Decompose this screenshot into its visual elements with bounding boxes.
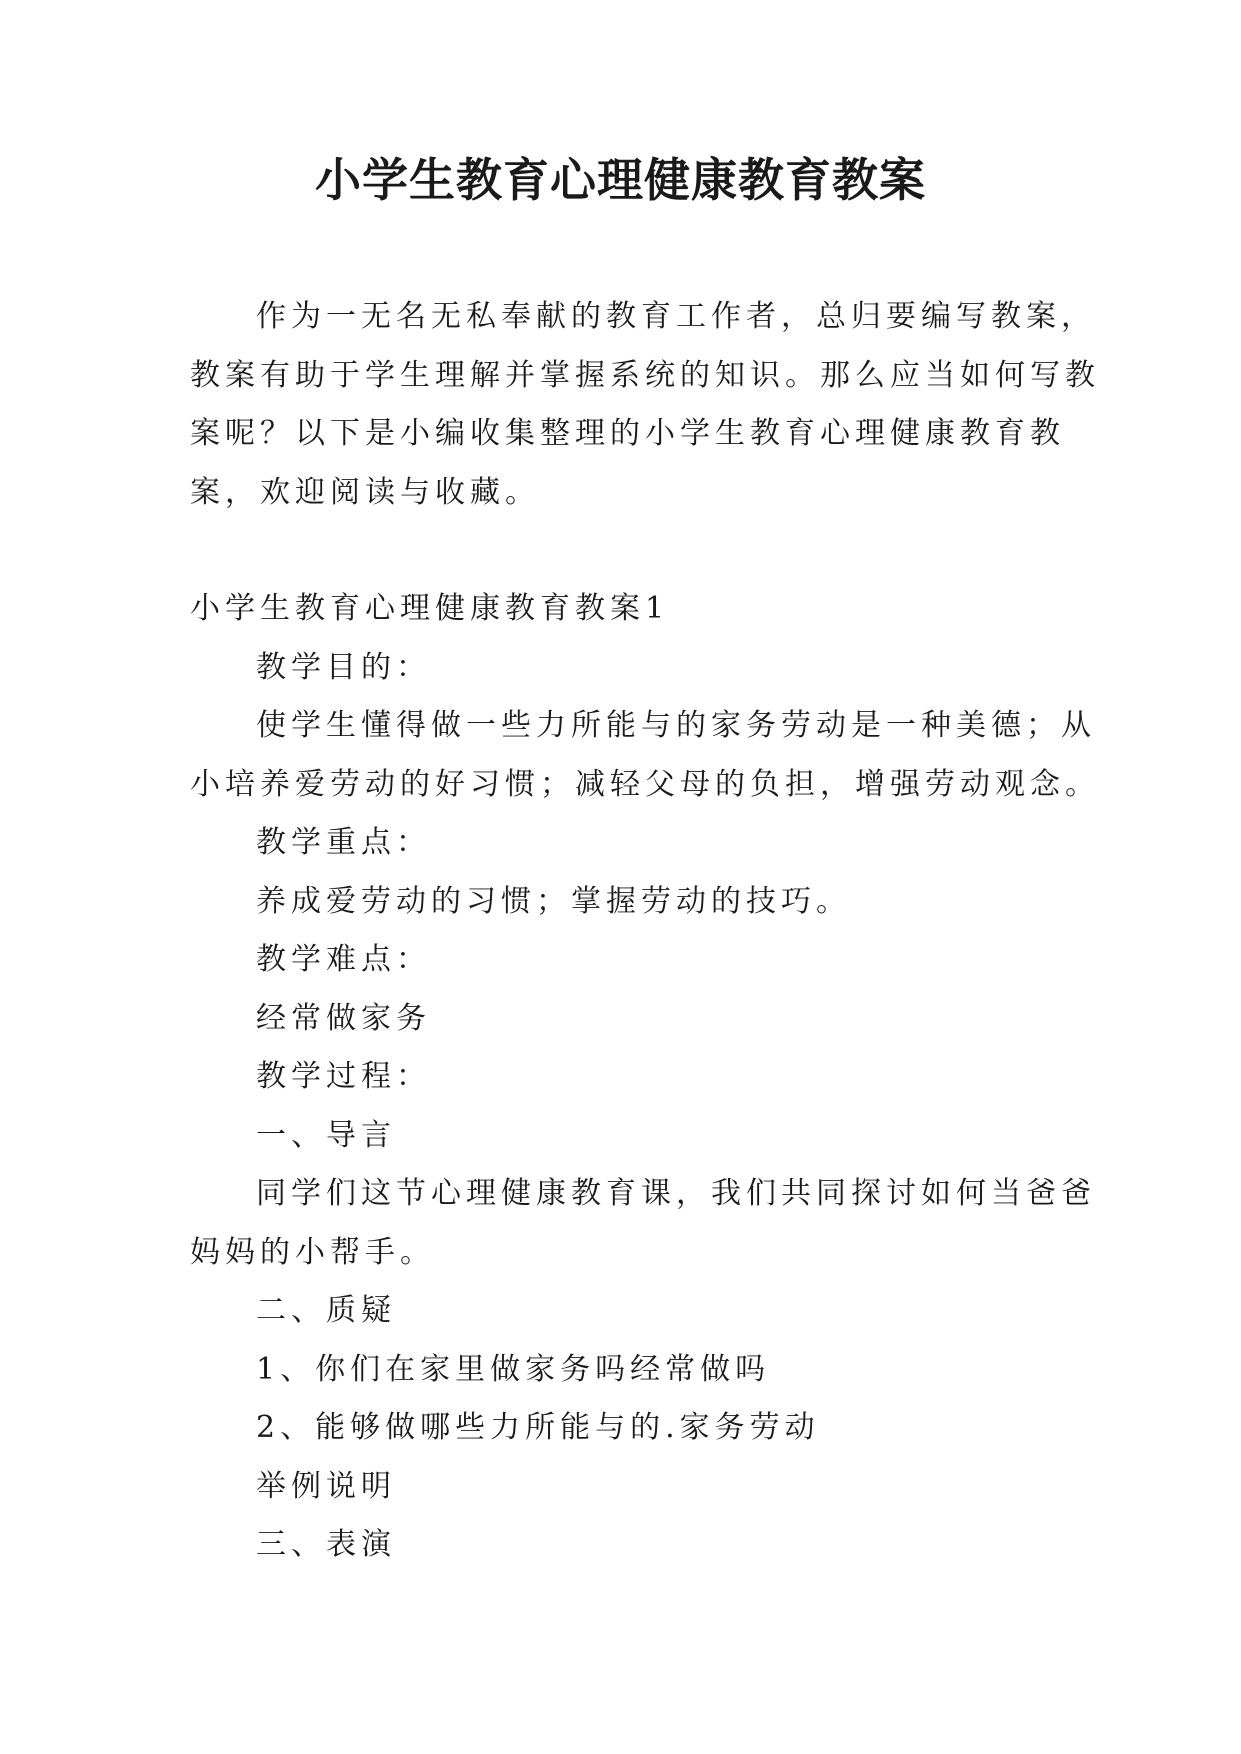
- text-line: 妈妈的小帮手。: [190, 1234, 435, 1270]
- text-line: 三、表演: [256, 1527, 396, 1562]
- text-line: 一、导言: [256, 1117, 396, 1153]
- text-line: 举例说明: [256, 1468, 396, 1504]
- section-heading: 小学生教育心理健康教育教案1: [190, 591, 670, 626]
- document-title: 小学生教育心理健康教育教案: [315, 153, 926, 207]
- text-line: 1、你们在家里做家务吗经常做吗: [256, 1351, 771, 1387]
- text-line: 使学生懂得做一些力所能与的家务劳动是一种美德；从: [256, 708, 1096, 743]
- text-line: 同学们这节心理健康教育课，我们共同探讨如何当爸爸: [256, 1176, 1096, 1211]
- text-line: 2、能够做哪些力所能与的.家务劳动: [256, 1410, 820, 1445]
- paragraph-gap: [190, 522, 1050, 580]
- text-line: 教学目的：: [256, 649, 431, 685]
- text-line: 二、质疑: [256, 1293, 396, 1328]
- intro-line: 作为一无名无私奉献的教育工作者，总归要编写教案，: [256, 299, 1096, 334]
- intro-line: 案呢？以下是小编收集整理的小学生教育心理健康教育教: [190, 416, 1065, 451]
- text-line: 教学重点：: [256, 825, 431, 860]
- intro-line: 教案有助于学生理解并掌握系统的知识。那么应当如何写教: [190, 357, 1100, 393]
- text-line: 小培养爱劳动的好习惯；减轻父母的负担，增强劳动观念。: [190, 766, 1100, 802]
- text-line: 教学难点：: [256, 942, 431, 977]
- text-line: 教学过程：: [256, 1059, 431, 1094]
- intro-line: 案，欢迎阅读与收藏。: [190, 474, 540, 510]
- text-line: 经常做家务: [256, 1000, 431, 1036]
- document-body: [190, 288, 1100, 1575]
- text-line: 养成爱劳动的习惯；掌握劳动的技巧。: [256, 883, 851, 919]
